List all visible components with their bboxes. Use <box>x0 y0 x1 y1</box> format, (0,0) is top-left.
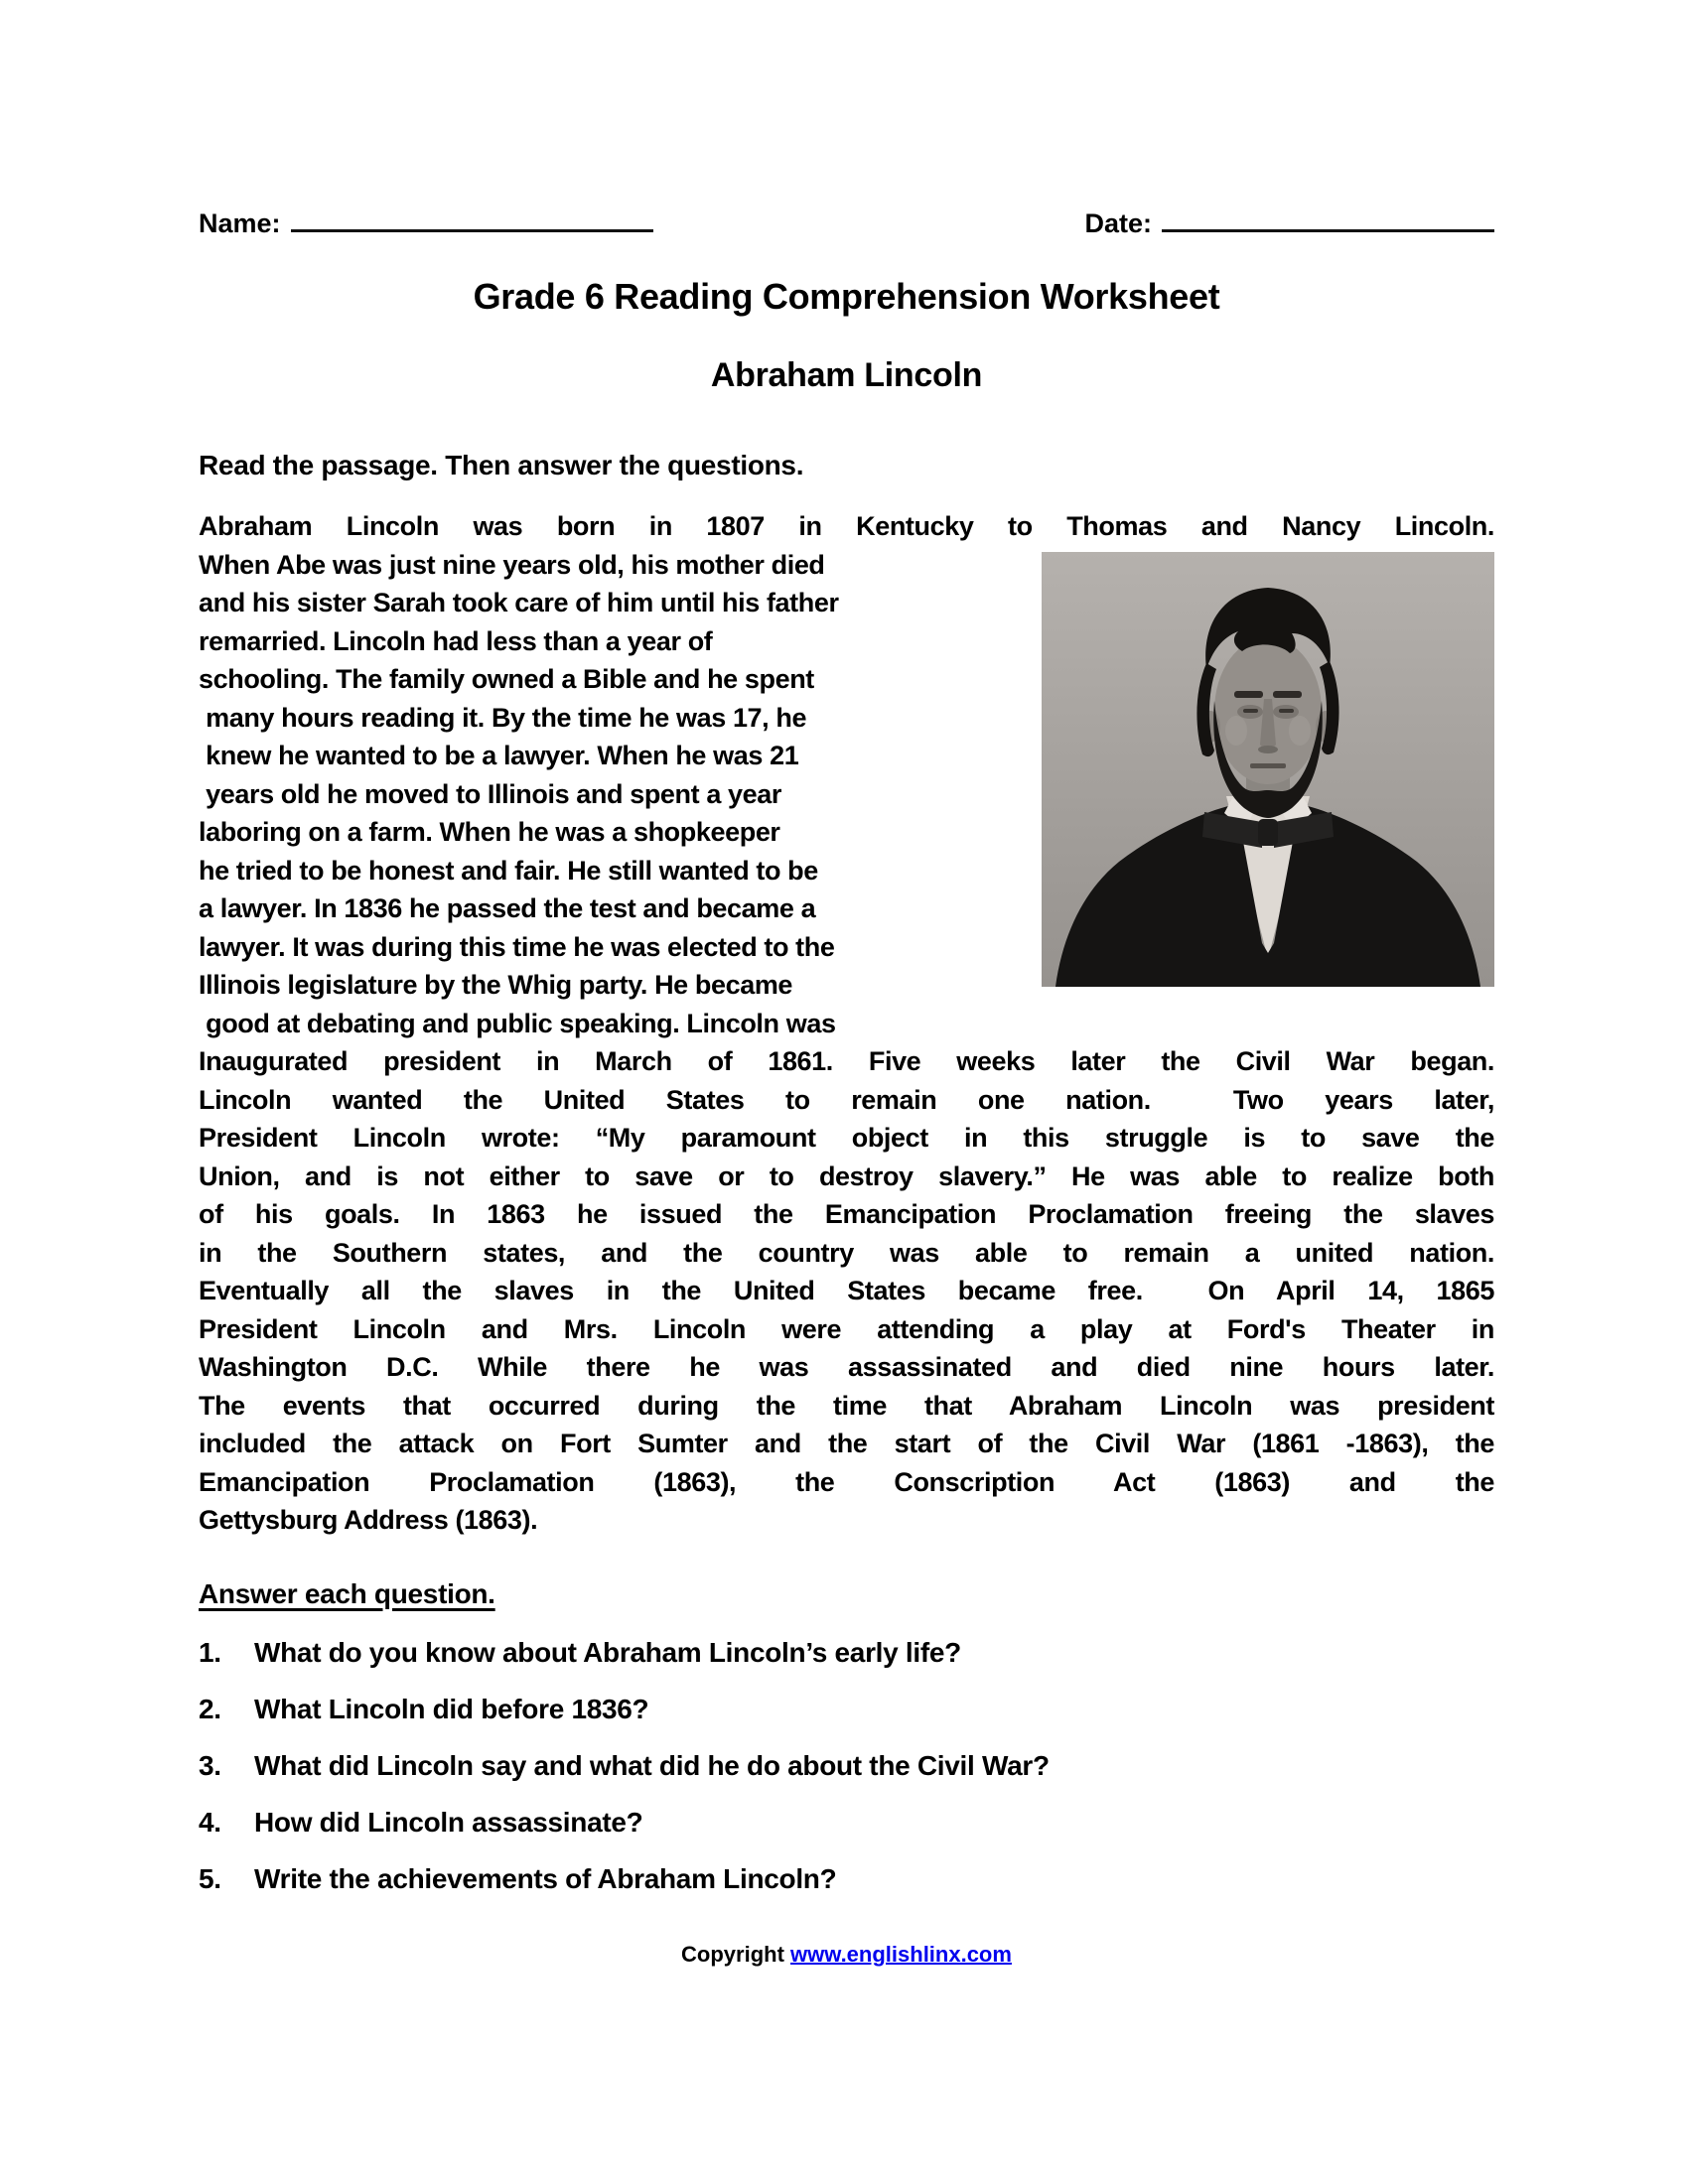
name-date-row <box>199 204 1494 239</box>
date-blank-line <box>1162 204 1494 232</box>
passage-line: schooling. The family owned a Bible and he spent <box>199 664 814 694</box>
passage-line: Eventually all the slaves in the United States became free. On April 14, 1865 <box>199 1276 1494 1305</box>
passage-line: President Lincoln wrote: “My paramount object in this struggle is to save the <box>199 1123 1494 1153</box>
passage-line: of his goals. In 1863 he issued the Emancipation Proclamation freeing the slaves <box>199 1199 1494 1229</box>
passage-line: knew he wanted to be a lawyer. When he was 21 <box>199 741 799 770</box>
passage-line: When Abe was just nine years old, his mother died <box>199 549 825 580</box>
passage-line: in the Southern states, and the country was able to remain a united nation. <box>199 1237 1494 1268</box>
passage-line: The events that occurred during the time that Abraham Lincoln was president <box>199 1390 1494 1421</box>
passage-line: Illinois legislature by the Whig party. He became <box>199 970 793 1000</box>
passage-line: Washington D.C. While there he was assassinated and died nine hours later. <box>199 1352 1494 1382</box>
passage-line: Emancipation Proclamation (1863), the Conscription Act (1863) and the <box>199 1466 1494 1497</box>
passage-line: a lawyer. In 1836 he passed the test and became a <box>199 893 816 923</box>
passage-line: good at debating and public speaking. Lincoln was <box>199 1008 836 1038</box>
question-number: 1. <box>199 1636 221 1668</box>
question-item <box>199 1690 1494 1729</box>
question-number: 3. <box>199 1749 221 1781</box>
question-text: What Lincoln did before 1836? <box>254 1693 649 1724</box>
name-field <box>199 204 653 239</box>
reading-passage <box>199 507 1494 1540</box>
question-text: What did Lincoln say and what did he do about the Civil War? <box>254 1749 1050 1781</box>
question-number: 2. <box>199 1693 221 1724</box>
passage-line: remarried. Lincoln had less than a year of <box>199 625 713 656</box>
instructions-text: Read the passage. Then answer the questions. <box>199 450 804 480</box>
name-blank-line <box>291 204 653 232</box>
question-number: 5. <box>199 1862 221 1894</box>
page-title: Grade 6 Reading Comprehension Worksheet <box>473 276 1220 317</box>
passage-line: many hours reading it. By the time he was 17, he <box>199 702 807 733</box>
passage-line: he tried to be honest and fair. He still wanted to be <box>199 855 818 886</box>
question-number: 4. <box>199 1806 221 1838</box>
passage-line: Gettysburg Address (1863). <box>199 1505 538 1535</box>
passage-line: lawyer. It was during this time he was elected to the <box>199 931 835 962</box>
question-text: Write the achievements of Abraham Lincoln? <box>254 1862 837 1894</box>
englishlinx-link[interactable]: www.englishlinx.com <box>790 1941 1012 1967</box>
question-item <box>199 1803 1494 1843</box>
passage-line: Inaugurated president in March of 1861. Five weeks later the Civil War began. <box>199 1046 1494 1076</box>
answer-section-heading: Answer each question. <box>199 1577 495 1609</box>
passage-line: included the attack on Fort Sumter and the start of the Civil War (1861 -1863), the <box>199 1429 1494 1458</box>
passage-line: Union, and is not either to save or to destroy slavery.” He was able to realize both <box>199 1160 1494 1191</box>
passage-line: years old he moved to Illinois and spent a year <box>199 778 781 809</box>
passage-line: and his sister Sarah took care of him until his father <box>199 588 839 617</box>
question-text: What do you know about Abraham Lincoln’s early life? <box>254 1636 961 1668</box>
passage-title: Abraham Lincoln <box>710 356 983 394</box>
passage-line: President Lincoln and Mrs. Lincoln were attending a play at Ford's Theater in <box>199 1313 1494 1344</box>
passage-line: Abraham Lincoln was born in 1807 in Kentucky to Thomas and Nancy Lincoln. <box>199 511 1494 541</box>
date-label: Date: <box>1084 208 1152 238</box>
lincoln-portrait <box>1042 552 1494 987</box>
passage-line: laboring on a farm. When he was a shopkeeper <box>199 817 780 847</box>
name-label: Name: <box>199 208 281 238</box>
question-item <box>199 1746 1494 1786</box>
question-item <box>199 1633 1494 1673</box>
passage-line: Lincoln wanted the United States to remain one nation. Two years later, <box>199 1084 1494 1115</box>
question-text: How did Lincoln assassinate? <box>254 1806 643 1838</box>
copyright-label: Copyright <box>681 1941 791 1967</box>
question-item <box>199 1859 1494 1899</box>
copyright-footer <box>199 1941 1494 1969</box>
date-field <box>1084 204 1494 239</box>
